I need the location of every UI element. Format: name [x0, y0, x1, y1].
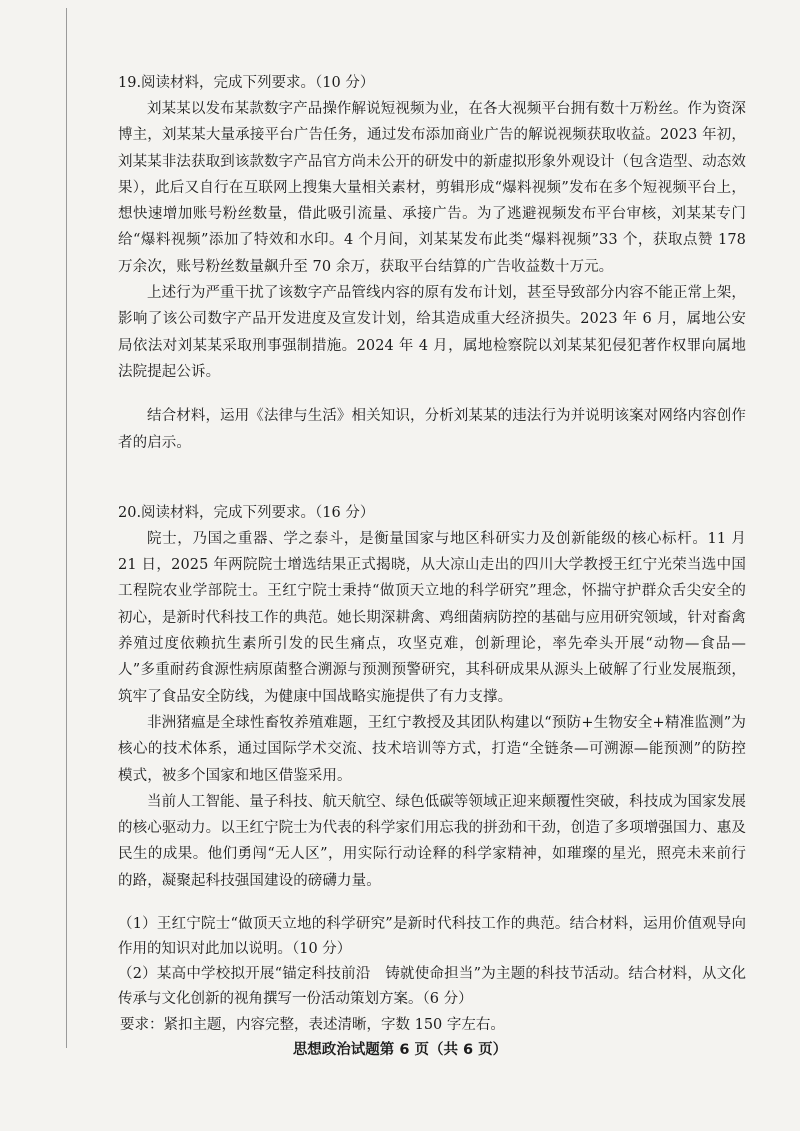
question-20-sub-question-1: （1）王红宁院士“做顶天立地的科学研究”是新时代科技工作的典范。结合材料，运用价值观导向作用的知识对此加以说明。（10 分） — [118, 916, 746, 958]
binding-margin-line — [66, 8, 67, 1048]
question-20-sub-question-2: （2）某高中学校拟开展“锚定科技前沿 铸就使命担当”为主题的科技节活动。结合材料，从文化传承与文化创新的视角撰写一份活动策划方案。（6 分） — [118, 966, 746, 1008]
question-20-material-paragraph-1: 院士，乃国之重器、学之泰斗，是衡量国家与地区科研实力及创新能级的核心标杆。11 月 21 日，2025 年两院院士增选结果正式揭晓，从大凉山走出的四川大学教授王红宁光荣当选中国工程院农业学部院士。王红宁院士秉持“做顶天立地的科学研究”理念，怀揣守护群众舌尖安全的初心，是新时代科技工作的典范。她长期深耕禽、鸡细菌病防控的基础与应用研究领域，针对畜禽养殖过度依赖抗生素所引发的民生痛点，攻坚克难，创新理论，率先牵头开展“动物—食品—人”多重耐药食源性病原菌整合溯源与预测预警研究，其科研成果从源头上破解了行业发展瓶颈，筑牢了食品安全防线，为健康中国战略实施提供了有力支撑。 — [118, 530, 746, 705]
question-19 — [118, 70, 746, 456]
exam-page-content — [118, 70, 746, 1038]
question-20-material-paragraph-3: 当前人工智能、量子科技、航天航空、绿色低碳等领域正迎来颠覆性突破，科技成为国家发展的核心驱动力。以王红宁院士为代表的科学家们用忘我的拼劲和干劲，创造了多项增强国力、惠及民生的成果。他们勇闯“无人区”，用实际行动诠释的科学家精神，如璀璨的星光，照亮未来前行的路，凝聚起科技强国建设的磅礴力量。 — [118, 793, 746, 889]
question-20-material-paragraph-2: 非洲猪瘟是全球性畜牧养殖难题，王红宁教授及其团队构建以“预防+生物安全+精准监测”为核心的技术体系，通过国际学术交流、技术培训等方式，打造“全链条—可溯源—能预测”的防控模式，被多个国家和地区借鉴采用。 — [118, 714, 746, 784]
question-19-task: 结合材料，运用《法律与生活》相关知识，分析刘某某的违法行为并说明该案对网络内容创作者的启示。 — [118, 408, 746, 451]
question-20 — [118, 500, 746, 1038]
page-footer: 思想政治试题第 6 页（共 6 页） — [292, 1042, 508, 1058]
question-19-material-paragraph-1: 刘某某以发布某款数字产品操作解说短视频为业，在各大视频平台拥有数十万粉丝。作为资深博主，刘某某大量承接平台广告任务，通过发布添加商业广告的解说视频获取收益。2023 年初，刘某某非法获取到该款数字产品官方尚未公开的研发中的新虚拟形象外观设计（包含造型、动态效果），此后又自行在互联网上搜集大量相关素材，剪辑形成“爆料视频”发布在多个短视频平台上，想快速增加账号粉丝数量，借此吸引流量、承接广告。为了逃避视频发布平台审核，刘某某专门给“爆料视频”添加了特效和水印。4 个月间，刘某某发布此类“爆料视频”33 个，获取点赞 178 万余次，账号粉丝数量飙升至 70 余万，获取平台结算的广告收益数十万元。 — [118, 101, 746, 275]
question-20-title: 20.阅读材料，完成下列要求。（16 分） — [118, 504, 375, 521]
question-19-title: 19.阅读材料，完成下列要求。（10 分） — [118, 75, 375, 91]
question-20-sub-questions — [118, 912, 746, 1012]
question-19-material-paragraph-2: 上述行为严重干扰了该数字产品管线内容的原有发布计划，甚至导致部分内容不能正常上架，影响了该公司数字产品开发进度及宣发计划，给其造成重大经济损失。2023 年 6 月，属地公安局依法对刘某某采取刑事强制措施。2024 年 4 月，属地检察院以刘某某犯侵犯著作权罪向属地法院提起公诉。 — [118, 285, 746, 380]
question-20-requirement: 要求：紧扣主题，内容完整，表述清晰，字数 150 字左右。 — [120, 1017, 505, 1034]
